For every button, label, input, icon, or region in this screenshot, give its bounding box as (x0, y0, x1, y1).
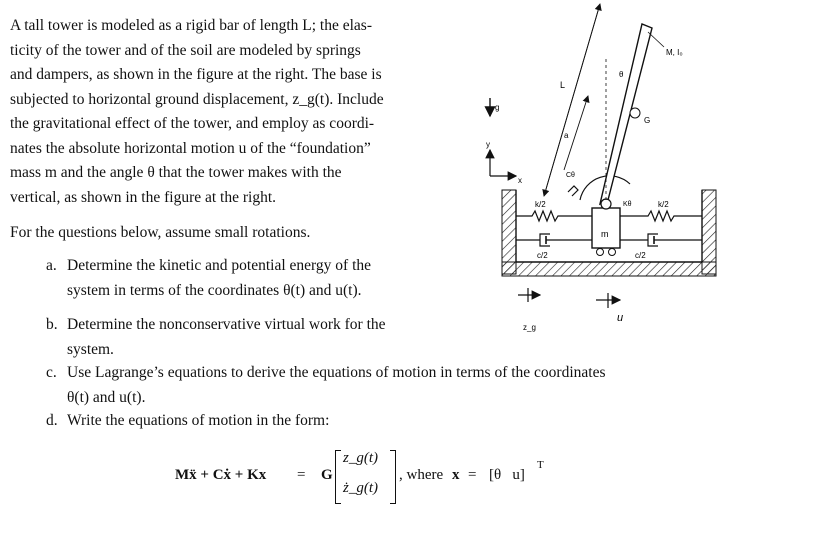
question-b-line: Determine the nonconservative virtual work for the (67, 316, 386, 333)
intro-line: ticity of the tower and of the soil are modeled by springs (10, 41, 361, 59)
label-k2-right: k/2 (658, 200, 669, 209)
tower-figure (480, 0, 740, 345)
bracket-right (390, 450, 396, 504)
spring-right (620, 200, 702, 221)
damper-right (620, 234, 702, 260)
u-arrow (596, 293, 623, 324)
question-b-line: system. (67, 340, 114, 358)
label-c2-left: c/2 (537, 251, 548, 260)
equation-x: x (452, 467, 460, 483)
question-a-label: a. (46, 257, 57, 274)
damper-left (516, 234, 592, 260)
intro-line: subjected to horizontal ground displacement, z_g(t). Include (10, 90, 384, 108)
label-L: L (560, 80, 566, 90)
instruction-text: For the questions below, assume small rotations. (10, 224, 311, 241)
question-b-label: b. (46, 316, 58, 333)
label-m: m (601, 229, 609, 239)
intro-line: vertical, as shown in the figure at the right. (10, 188, 277, 206)
label-zg: z_g (523, 323, 536, 332)
question-a-text (67, 254, 371, 303)
question-c-text (67, 361, 605, 410)
rotational-spring (566, 172, 632, 208)
equation-equals-2: = (468, 467, 477, 483)
label-a: a (564, 131, 569, 140)
label-c2-right: c/2 (635, 251, 646, 260)
vector-top: z_g(t) (343, 450, 378, 466)
label-y: y (486, 140, 490, 149)
intro-line: and dampers, as shown in the figure at the right. The base is (10, 66, 382, 83)
spring-left (516, 200, 592, 221)
label-ctheta: Cθ (566, 172, 575, 179)
intro-line: the gravitational effect of the tower, and employ as coordi- (10, 115, 375, 132)
question-c-label: c. (46, 364, 57, 381)
coordinate-axes (486, 140, 522, 185)
equation-rhs: [θ u] (489, 467, 525, 483)
vector-bottom: ż_g(t) (343, 480, 378, 496)
label-M-Io: M, I₀ (666, 48, 683, 57)
intro-line: A tall tower is modeled as a rigid bar of length L; the elas- (10, 17, 372, 34)
intro-paragraph (10, 14, 384, 210)
question-c-line: Use Lagrange’s equations to derive the equations of motion in terms of the coordinates (67, 364, 606, 381)
equation (175, 447, 595, 507)
question-a-line: system in terms of the coordinates θ(t) and u(t). (67, 281, 362, 299)
equation-lhs: Mẍ + Cẋ + Kx (175, 467, 267, 483)
label-ktheta: Kθ (623, 201, 632, 208)
label-u: u (617, 312, 624, 324)
zg-arrow (518, 288, 540, 332)
question-c-line: θ(t) and u(t). (67, 388, 146, 406)
label-k2-left: k/2 (535, 200, 546, 209)
foundation-mass (592, 208, 620, 256)
label-g: g (495, 103, 500, 112)
intro-line: mass m and the angle θ that the tower makes with the (10, 164, 342, 181)
question-d-text: Write the equations of motion in the form: (67, 412, 330, 429)
label-theta: θ (619, 70, 624, 79)
equation-where: , where (399, 467, 444, 483)
question-b-text (67, 313, 386, 362)
label-x: x (518, 176, 522, 185)
gravity-arrow (490, 98, 499, 116)
question-d-label: d. (46, 412, 58, 429)
bracket-left (335, 450, 341, 504)
equation-equals: = (297, 467, 306, 483)
question-a-line: Determine the kinetic and potential energy of the (67, 257, 372, 274)
intro-line: nates the absolute horizontal motion u of the “foundation” (10, 139, 371, 157)
label-g-center: G (644, 116, 651, 125)
equation-transpose: T (537, 459, 544, 471)
equation-g: G (321, 467, 333, 483)
